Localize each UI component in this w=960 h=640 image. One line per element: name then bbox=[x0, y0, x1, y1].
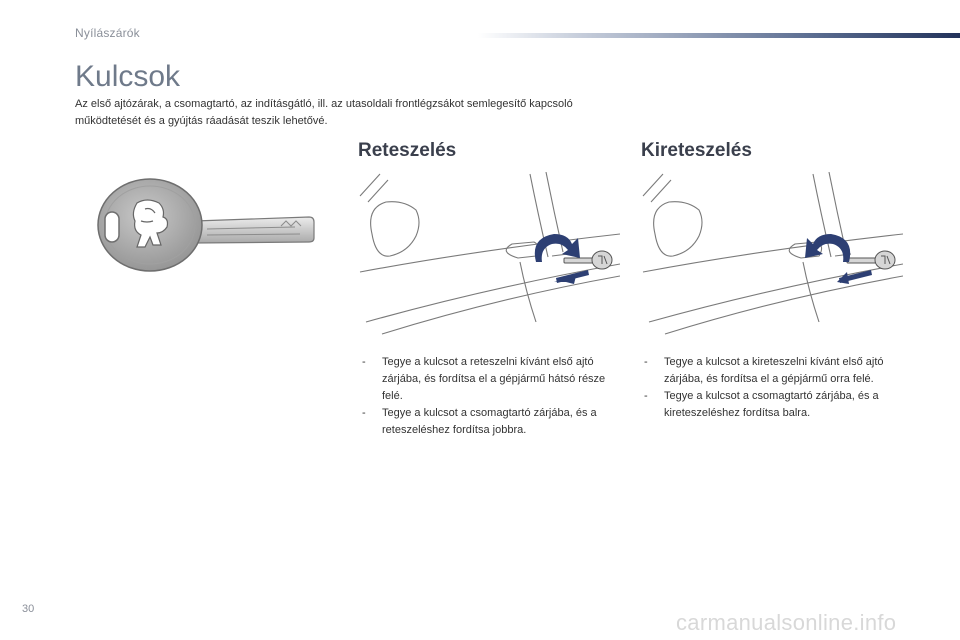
unlocking-steps bbox=[644, 354, 906, 422]
key-ring-hole bbox=[105, 212, 119, 242]
watermark: carmanualsonline.info bbox=[676, 610, 897, 635]
unlocking-step-text: Tegye a kulcsot a kireteszelni kívánt első ajtó zárjába, és fordítsa el a gépjármű orra felé. bbox=[664, 356, 884, 385]
list-item bbox=[644, 354, 906, 388]
list-marker: - bbox=[362, 356, 366, 368]
unlocking-step-text: Tegye a kulcsot a csomagtartó zárjába, és a kireteszeléshez fordítsa balra. bbox=[664, 390, 879, 419]
unlocking-heading: Kireteszelés bbox=[641, 140, 752, 161]
door-unlock-illustration bbox=[641, 172, 903, 347]
page-title: Kulcsok bbox=[75, 60, 181, 93]
section-label: Nyílászárók bbox=[75, 26, 140, 40]
locking-step-text: Tegye a kulcsot a reteszelni kívánt első ajtó zárjába, és fordítsa el a gépjármű hátsó része felé. bbox=[382, 356, 606, 402]
list-marker: - bbox=[644, 356, 648, 368]
locking-heading: Reteszelés bbox=[358, 140, 457, 161]
list-marker: - bbox=[644, 390, 648, 402]
locking-steps bbox=[362, 354, 624, 439]
list-marker: - bbox=[362, 407, 366, 419]
locking-step-text: Tegye a kulcsot a csomagtartó zárjába, és a reteszeléshez fordítsa jobbra. bbox=[382, 407, 597, 436]
header-bar bbox=[478, 33, 960, 38]
key-illustration bbox=[95, 175, 320, 275]
list-item bbox=[362, 354, 624, 405]
door-lock-illustration bbox=[358, 172, 620, 347]
intro-text: Az első ajtózárak, a csomagtartó, az indításgátló, ill. az utasoldali frontlégzsákot semlegesítő kapcsoló működtetését és a gyújtás ráadását teszik lehetővé. bbox=[75, 98, 573, 127]
key-in-lock-icon bbox=[847, 251, 895, 269]
page-number: 30 bbox=[22, 603, 35, 615]
list-item bbox=[362, 405, 624, 439]
list-item bbox=[644, 388, 906, 422]
